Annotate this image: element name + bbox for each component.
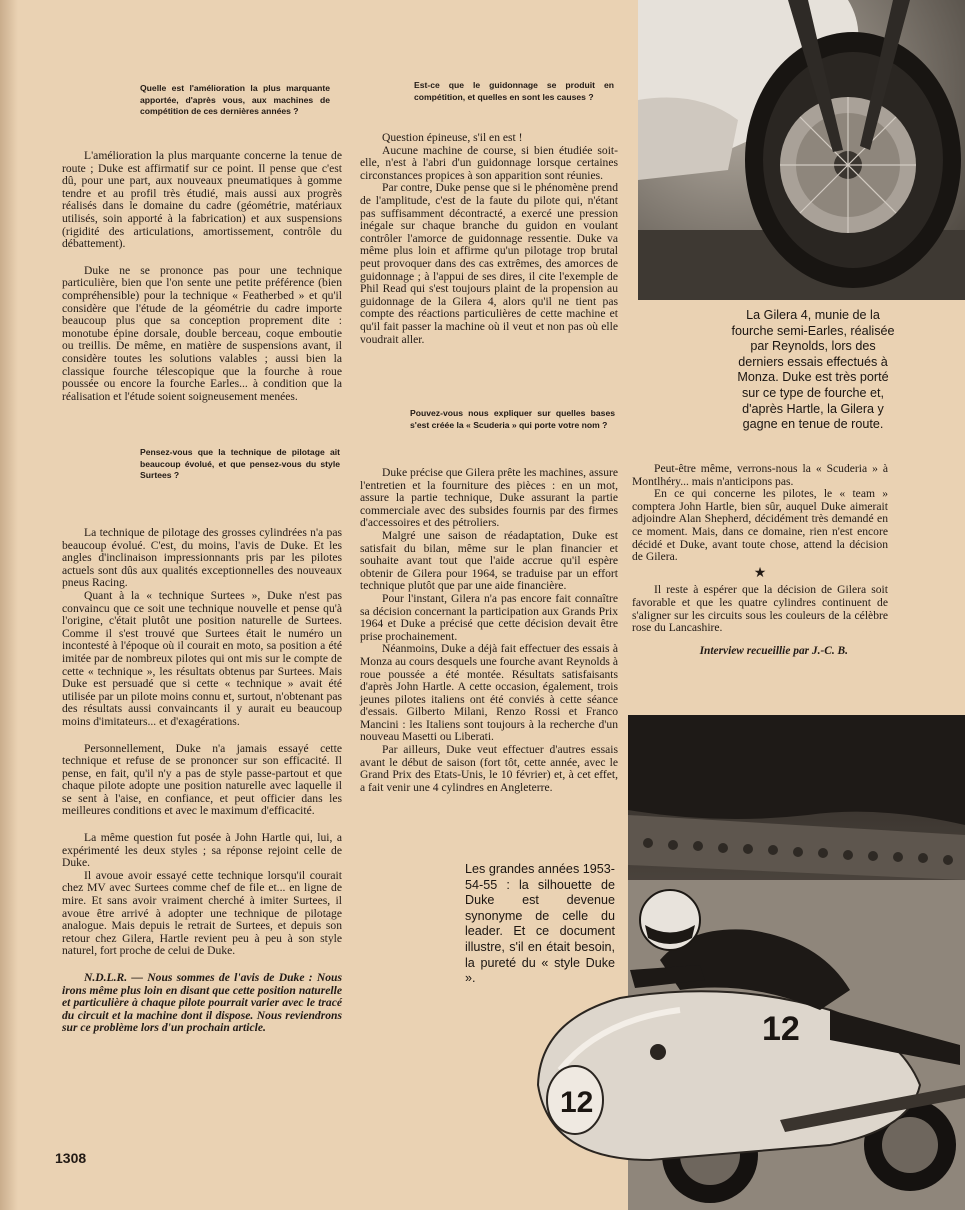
middle-column-bottom — [360, 467, 618, 794]
question-4: Pouvez-vous nous expliquer sur quelles bases s'est créée la « Scuderia » qui porte votre nom ? — [410, 408, 615, 430]
paragraph: Malgré une saison de réadaptation, Duke est satisfait du bilan, même sur le plan financier et souhaite avant tout que l'aide accrue qu'il espère obtenir de Gilera pour 1964, se traduise par un effort technique plutôt que par une aide financière. — [360, 528, 618, 593]
paragraph: Pour l'instant, Gilera n'a pas encore fait connaître sa décision concernant la participation aux Grands Prix 1964 et Duke a précisé que cette décision devait être prise prochainement. — [360, 591, 618, 643]
paragraph: Quant à la « technique Surtees », Duke n'est pas convaincu que ce soit une technique nouvelle et pense qu'à l'origine, c'était plutôt une position naturelle de Surtees. Comme il s'est trouvé que Surtees était le numéro un incontesté à l'époque où il courait en moto, sa position a été imitée par de nombreux pilotes qui ont mis sur le compte de cette « technique », les résultats obtenus par Surtees. Mais Duke est persuadé que si cette « technique » avait été utilisée par un pilote moins connu et, surtout, n'obtenant pas des résultats aussi convaincants il y aurait eu beaucoup moins d'imitateurs... et d'exagérations. — [62, 588, 342, 728]
paragraph: Par contre, Duke pense que si le phénomène prend de l'amplitude, c'est de la faute du pilote qui, n'étant pas suffisamment décontracté, a exercé une pression inégale sur chaque branche du guidon en voulant contrôler l'amorce de guidonnage ressentie. Duke va même plus loin et affirme qu'un pilotage trop brutal peut provoquer dans des cas extrêmes, des amorces de guidonnage ; à l'appui de ses dires, il cite l'exemple de Phil Read qui s'est toujours plaint de la propension au guidonnage de la Gilera 4, alors qu'il ne tient pas compte des réactions particulières de cette machine et qu'il fait passer la machine où il veut et non pas où elle voudrait aller. — [360, 181, 618, 346]
star-separator-icon: ★ — [753, 565, 767, 581]
paragraph: Aucune machine de course, si bien étudiée soit-elle, n'est à l'abri d'un guidonnage lorsque certaines circonstances propices à son apparition sont réunies. — [360, 143, 618, 182]
photo-caption-top: La Gilera 4, munie de la fourche semi-Earles, réalisée par Reynolds, lors des derniers essais effectués à Monza. Duke est très porté sur ce type de fourche et, d'après Hartle, la Gilera y gagne en tenue de route. — [731, 308, 895, 432]
gilera-front-wheel-photo — [638, 0, 965, 300]
right-column-text — [632, 463, 888, 657]
middle-column-top — [360, 132, 618, 346]
signature: Interview recueillie par J.-C. B. — [699, 644, 848, 657]
question-3: Est-ce que le guidonnage se produit en compétition, et quelles en sont les causes ? — [414, 80, 614, 102]
paragraph: Il reste à espérer que la décision de Gilera soit favorable et que les quatre cylindres continuent de s'aligner sur les circuits sous les couleurs de la célèbre rose du Lancashire. — [632, 583, 888, 635]
paragraph: Duke précise que Gilera prête les machines, assure l'entretien et la fourniture des pièces : en un mot, assure la partie technique, Duke assurant la partie commerciale avec des subsides fournis par des firmes d'accessoires et des pétroliers. — [360, 466, 618, 530]
left-column-top — [62, 150, 342, 403]
editor-note: N.D.L.R. — Nous sommes de l'avis de Duke : Nous irons même plus loin en disant que cette position naturelle et particulière à chaque pilote pourrait varier avec le tracé du circuit et la machine dont il dispose. Nous reviendrons sur ce problème lors d'un prochain article. — [62, 971, 342, 1035]
paragraph: Néanmoins, Duke a déjà fait effectuer des essais à Monza au cours desquels une fourche avant Reynolds à roue poussée a été montée. Résultats satisfaisants d'après John Hartle. A cette occasion, également, trois jeunes pilotes italiens ont été conviés à cette séance d'essais. Gilberto Milani, Renzo Rossi et Franco Mancini : les Italiens sont toujours à la recherche d'un nouveau Masetti ou Liberati. — [360, 642, 618, 744]
photo-caption-bottom: Les grandes années 1953-54-55 : la silhouette de Duke est devenue synonyme de celle du leader. Et ce document illustre, s'il en était besoin, la pureté du « style Duke ». — [465, 862, 615, 986]
page-fold-shadow — [0, 0, 18, 1210]
paragraph: Question épineuse, s'il en est ! — [382, 131, 523, 144]
paragraph: La même question fut posée à John Hartle qui, lui, a expérimenté les deux styles ; sa réponse rejoint celle de Duke. — [62, 831, 342, 870]
paragraph: Duke ne se prononce pas pour une technique particulière, bien que l'on sente une petite préférence (bien compréhensible) pour la technique « Featherbed » et qu'il considère que l'étude de la géométrie du cadre importe beaucoup plus que sa conception proprement dite : monotube épine dorsale, double berceau, coque emboutie ou treillis. De même, en matière de suspensions avant, il considère toutes les solutions valables ; aussi bien la classique fourche télescopique que la fourche à roue poussée ou encore la fourche Earles... à condition que la réalisation et l'étude soient soigneusement menées. — [62, 263, 342, 403]
paragraph: L'amélioration la plus marquante concerne la tenue de route ; Duke est affirmatif sur ce point. Il pense que c'est dû, pour une part, aux nouveaux pneumatiques à gomme tendre et au profil très étudié, mais aussi aux progrès réalisés dans le domaine du cadre (géométrie, matériaux utilisés, soin apporté à la fabrication) et aux suspensions (rigidité des articulations, amortissement, contrôle du débattement). — [62, 149, 342, 251]
question-1: Quelle est l'amélioration la plus marquante apportée, d'après vous, aux machines de compétition de ces dernières années ? — [140, 83, 330, 116]
left-column-bottom — [62, 527, 342, 1035]
paragraph: Par ailleurs, Duke veut effectuer d'autres essais avant le début de saison (fort tôt, cette année, avec le Grand Prix des Etats-Unis, le 10 février) et, à cet effet, a fait venir une 4 cylindres en Angleterre. — [360, 743, 618, 794]
page-number: 1308 — [55, 1150, 87, 1166]
race-number-side: 12 — [762, 1010, 800, 1048]
paragraph: Personnellement, Duke n'a jamais essayé cette technique et refuse de se prononcer sur son efficacité. Il pense, en fait, qu'il n'y a pas de style passe-partout et que chaque pilote adopte une position naturelle avec laquelle il se sent à l'aise, en confiance, et peut officier dans les meilleures conditions et avec le maximum d'efficacité. — [62, 741, 342, 818]
paragraph: La technique de pilotage des grosses cylindrées n'a pas beaucoup évolué. C'est, du moins, l'avis de Duke. Et les angles d'inclinaison impressionnants pris par les pilotes actuels sont dûs aux qualités exceptionnelles des nouveaux pneus Racing. — [62, 526, 342, 590]
question-2: Pensez-vous que la technique de pilotage ait beaucoup évolué, et que pensez-vous du style Surtees ? — [140, 447, 340, 480]
paragraph: Peut-être même, verrons-nous la « Scuderia » à Montlhéry... mais n'anticipons pas. — [632, 462, 888, 488]
race-number-front: 12 — [560, 1086, 594, 1119]
photo-illustration — [638, 0, 965, 300]
paragraph: En ce qui concerne les pilotes, le « team » comptera John Hartle, bien sûr, auquel Duke aimerait adjoindre Alan Shepherd, décidément très demandé en ce moment. Mais, dans ce domaine, rien n'est encore décidé et Duke, avant toute chose, attend la décision de Gilera. — [632, 487, 888, 564]
paragraph: Il avoue avoir essayé cette technique lorsqu'il courait chez MV avec Surtees comme chef de file et... en ligne de mire. Et sans avoir vraiment cherché à imiter Surtees, il avoue être arrivé à adopter une technique de pilotage analogue. Mais depuis le retrait de Surtees, et depuis son retour chez Gilera, Hartle revient peu à peu à son style naturel, fort proche de celui de Duke. — [62, 868, 342, 958]
